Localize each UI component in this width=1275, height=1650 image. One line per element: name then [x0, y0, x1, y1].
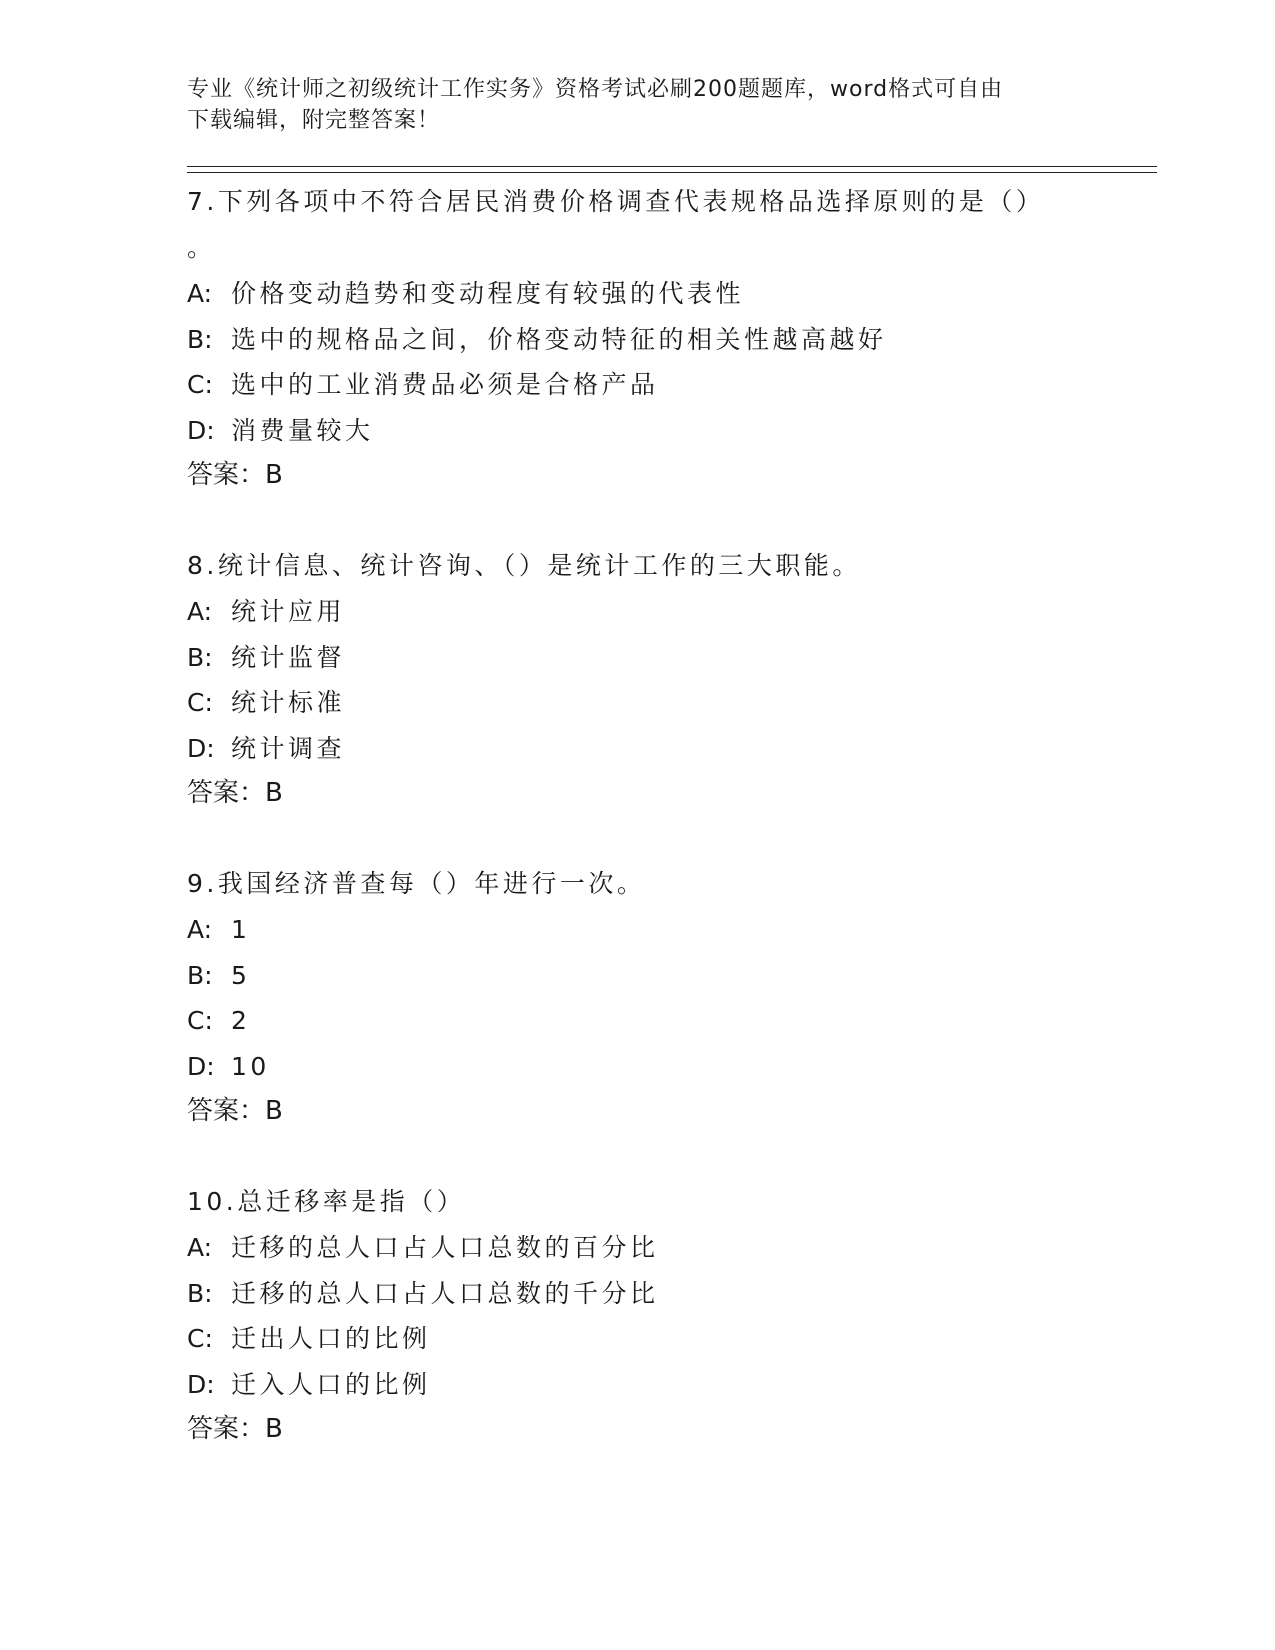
- option-letter: C:: [187, 1006, 213, 1035]
- option-text: 统计监督: [231, 642, 346, 672]
- option-text: 5: [231, 960, 251, 990]
- option-letter: B:: [187, 1278, 213, 1308]
- document-header-line-2: 下载编辑，附完整答案！: [187, 108, 441, 133]
- option-c: [187, 362, 1157, 408]
- option-letter: C:: [187, 370, 213, 399]
- option-b: [187, 635, 1157, 681]
- document-header-line-1: 专业《统计师之初级统计工作实务》资格考试必刷200题题库，word格式可自由: [187, 77, 1004, 102]
- option-text: 统计应用: [231, 597, 346, 626]
- option-a: [187, 1225, 1157, 1271]
- option-letter: D:: [187, 733, 215, 763]
- document-page: [187, 74, 1157, 1452]
- question-stem: 10.总迁移率是指（）: [187, 1187, 466, 1216]
- option-text: 选中的规格品之间，价格变动特征的相关性越高越好: [231, 324, 887, 354]
- option-a: [187, 589, 1157, 635]
- option-b: [187, 1271, 1157, 1317]
- double-rule-divider: [187, 166, 1157, 173]
- question-10: [187, 1179, 1157, 1452]
- option-text: 迁出人口的比例: [231, 1324, 431, 1353]
- option-text: 统计调查: [231, 733, 346, 763]
- answer-line: 答案：B: [187, 1414, 283, 1444]
- option-text: 价格变动趋势和变动程度有较强的代表性: [231, 279, 745, 308]
- option-d: [187, 1044, 1157, 1090]
- option-text: 1: [231, 915, 251, 944]
- question-stem-continuation: 。: [187, 233, 213, 262]
- option-text: 选中的工业消费品必须是合格产品: [231, 370, 659, 399]
- option-letter: B:: [187, 324, 213, 354]
- option-letter: A:: [187, 915, 213, 944]
- option-text: 消费量较大: [231, 415, 374, 445]
- option-d: [187, 408, 1157, 454]
- option-letter: B:: [187, 642, 213, 672]
- option-d: [187, 726, 1157, 772]
- question-stem: 7.下列各项中不符合居民消费价格调查代表规格品选择原则的是（）: [187, 187, 1045, 216]
- answer-line: 答案：B: [187, 778, 283, 808]
- option-text: 迁入人口的比例: [231, 1369, 431, 1399]
- option-letter: A:: [187, 279, 213, 308]
- option-a: [187, 271, 1157, 317]
- option-c: [187, 998, 1157, 1044]
- option-a: [187, 907, 1157, 953]
- option-text: 迁移的总人口占人口总数的千分比: [231, 1278, 659, 1308]
- option-letter: D:: [187, 1369, 215, 1399]
- option-text: 10: [231, 1051, 270, 1081]
- option-letter: D:: [187, 1051, 215, 1081]
- question-7: [187, 179, 1157, 498]
- question-stem: 8.统计信息、统计咨询、（）是统计工作的三大职能。: [187, 551, 861, 580]
- option-letter: C:: [187, 1324, 213, 1353]
- option-b: [187, 953, 1157, 999]
- question-9: [187, 861, 1157, 1134]
- option-letter: A:: [187, 597, 213, 626]
- option-letter: D:: [187, 415, 215, 445]
- option-text: 2: [231, 1006, 251, 1035]
- option-letter: C:: [187, 688, 213, 717]
- option-c: [187, 1316, 1157, 1362]
- option-letter: A:: [187, 1233, 213, 1262]
- question-spacer: [187, 816, 1157, 861]
- option-c: [187, 680, 1157, 726]
- answer-line: 答案：B: [187, 460, 283, 490]
- option-d: [187, 1362, 1157, 1408]
- option-letter: B:: [187, 960, 213, 990]
- option-text: 统计标准: [231, 688, 346, 717]
- question-8: [187, 543, 1157, 816]
- option-text: 迁移的总人口占人口总数的百分比: [231, 1233, 659, 1262]
- option-b: [187, 317, 1157, 363]
- question-spacer: [187, 1134, 1157, 1179]
- question-stem: 9.我国经济普查每（）年进行一次。: [187, 869, 646, 898]
- question-spacer: [187, 498, 1157, 543]
- answer-line: 答案：B: [187, 1096, 283, 1126]
